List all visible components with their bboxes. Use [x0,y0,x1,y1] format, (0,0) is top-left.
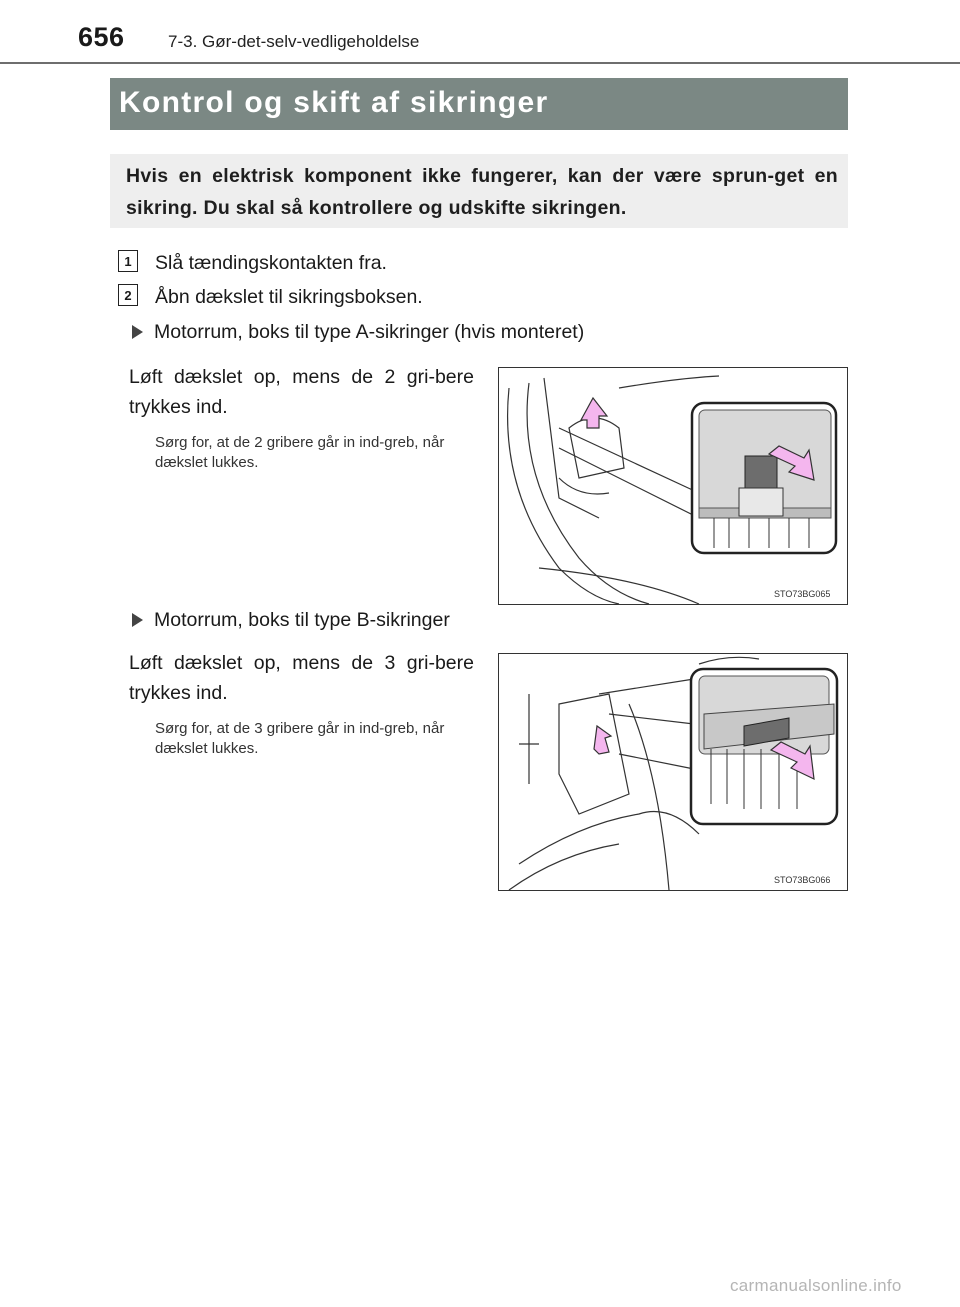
section-a-heading [132,321,584,344]
step-text-2: Åbn dækslet til sikringsboksen. [155,286,423,308]
section-b-note: Sørg for, at de 3 gribere går in ind-greb, når dækslet lukkes. [155,720,445,757]
figure-fuse-box-a [498,367,848,605]
title-bar [110,78,848,130]
section-header: 7-3. Gør-det-selv-vedligeholdelse [168,32,420,51]
intro-box [110,154,848,228]
figure-fuse-box-b [498,653,848,891]
page-title: Kontrol og skift af sikringer [119,86,549,119]
step-text-1: Slå tændingskontakten fra. [155,252,387,274]
section-b-heading-text: Motorrum, boks til type B-sikringer [154,609,450,631]
intro-text: Hvis en elektrisk komponent ikke fungerer, kan der være sprun-get en sikring. Du skal så kontrollere og udskifte sikringen. [126,165,838,219]
section-b-instruction: Løft dækslet op, mens de 3 gri-bere trykkes ind. [129,652,474,704]
page-number: 656 [78,22,125,52]
step-number-2: 2 [118,284,138,306]
section-b-heading [132,609,450,632]
fuse-box-b-illustration [499,654,847,890]
section-a-instruction: Løft dækslet op, mens de 2 gri-bere trykkes ind. [129,366,474,418]
figure-a-code: STO73BG065 [774,589,831,599]
triangle-bullet-icon [132,325,143,339]
header-rule [0,62,960,64]
step-number-1: 1 [118,250,138,272]
triangle-bullet-icon [132,613,143,627]
fuse-box-a-illustration [499,368,847,604]
watermark: carmanualsonline.info [730,1276,902,1295]
section-a-heading-text: Motorrum, boks til type A-sikringer (hvis monteret) [154,321,585,343]
section-a-note: Sørg for, at de 2 gribere går in ind-greb, når dækslet lukkes. [155,434,445,471]
figure-b-code: STO73BG066 [774,875,831,885]
